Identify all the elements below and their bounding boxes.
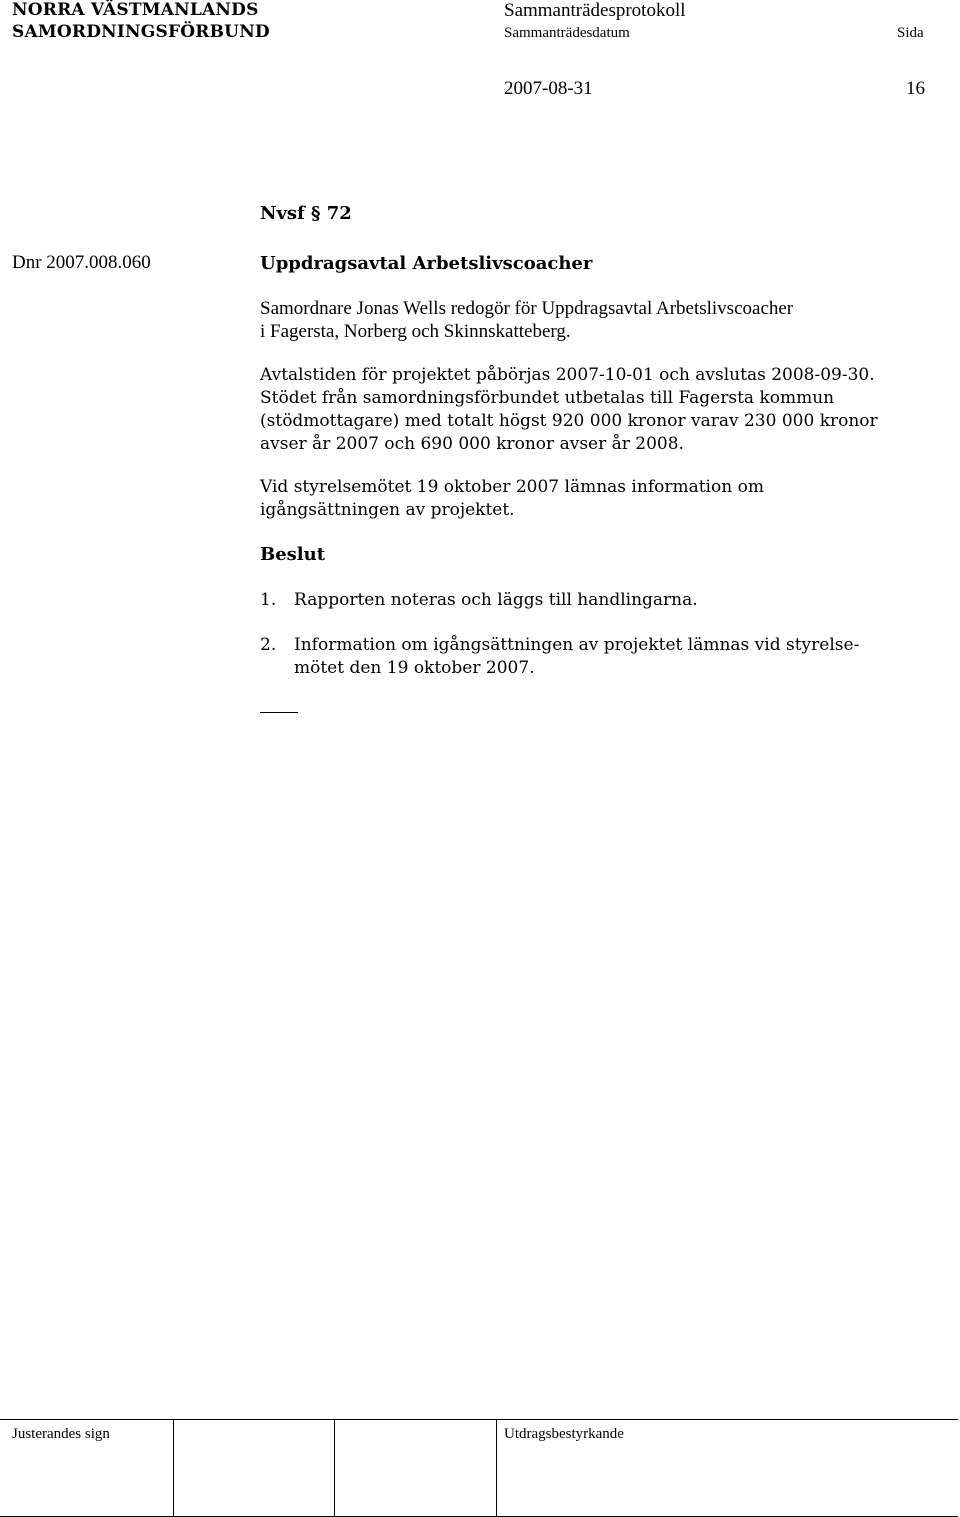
document-type: Sammanträdesprotokoll: [504, 0, 686, 21]
decision-item-text: Rapporten noteras och läggs till handlingarna.: [294, 590, 698, 610]
diary-number: Dnr 2007.008.060: [12, 252, 151, 273]
details-line: Avtalstiden för projektet påbörjas 2007-10-01 och avslutas 2008-09-30.: [260, 365, 875, 385]
meeting-date-label: Sammanträdesdatum: [504, 25, 630, 41]
org-name-line1: NORRA VÄSTMANLANDS: [12, 0, 259, 20]
signature-cell-divider: [496, 1420, 497, 1516]
details-line: Stödet från samordningsförbundet utbetalas till Fagersta kommun: [260, 388, 835, 408]
meeting-date: 2007-08-31: [504, 78, 593, 99]
signature-label: Justerandes sign: [12, 1426, 110, 1442]
org-name-line2: SAMORDNINGSFÖRBUND: [12, 22, 270, 42]
info-paragraph: [260, 476, 940, 522]
end-rule: [260, 712, 298, 713]
item-title: Uppdragsavtal Arbetslivscoacher: [260, 253, 593, 274]
details-paragraph: [260, 364, 940, 456]
info-line: Vid styrelsemötet 19 oktober 2007 lämnas information om: [260, 477, 764, 497]
paragraph-number: Nvsf § 72: [260, 203, 352, 224]
decision-item-number: 2.: [260, 635, 277, 655]
info-line: igångsättningen av projektet.: [260, 500, 515, 520]
details-line: (stödmottagare) med totalt högst 920 000 kronor varav 230 000 kronor: [260, 411, 878, 431]
intro-paragraph: [260, 297, 940, 343]
decision-item-number: 1.: [260, 590, 277, 610]
decision-item-text: Information om igångsättningen av projektet lämnas vid styrelse-: [294, 635, 860, 655]
signature-cell-divider: [173, 1420, 174, 1516]
footer-signature-table: [0, 1419, 958, 1517]
decision-item-text: mötet den 19 oktober 2007.: [294, 658, 535, 678]
page-label: Sida: [897, 25, 924, 41]
signature-cell-divider: [334, 1420, 335, 1516]
page-number: 16: [906, 78, 925, 99]
intro-line: i Fagersta, Norberg och Skinnskatteberg.: [260, 321, 571, 342]
details-line: avser år 2007 och 690 000 kronor avser år 2008.: [260, 434, 684, 454]
extract-certification-label: Utdragsbestyrkande: [504, 1426, 624, 1442]
decision-heading: Beslut: [260, 544, 326, 565]
intro-line: Samordnare Jonas Wells redogör för Uppdragsavtal Arbetslivscoacher: [260, 298, 794, 319]
